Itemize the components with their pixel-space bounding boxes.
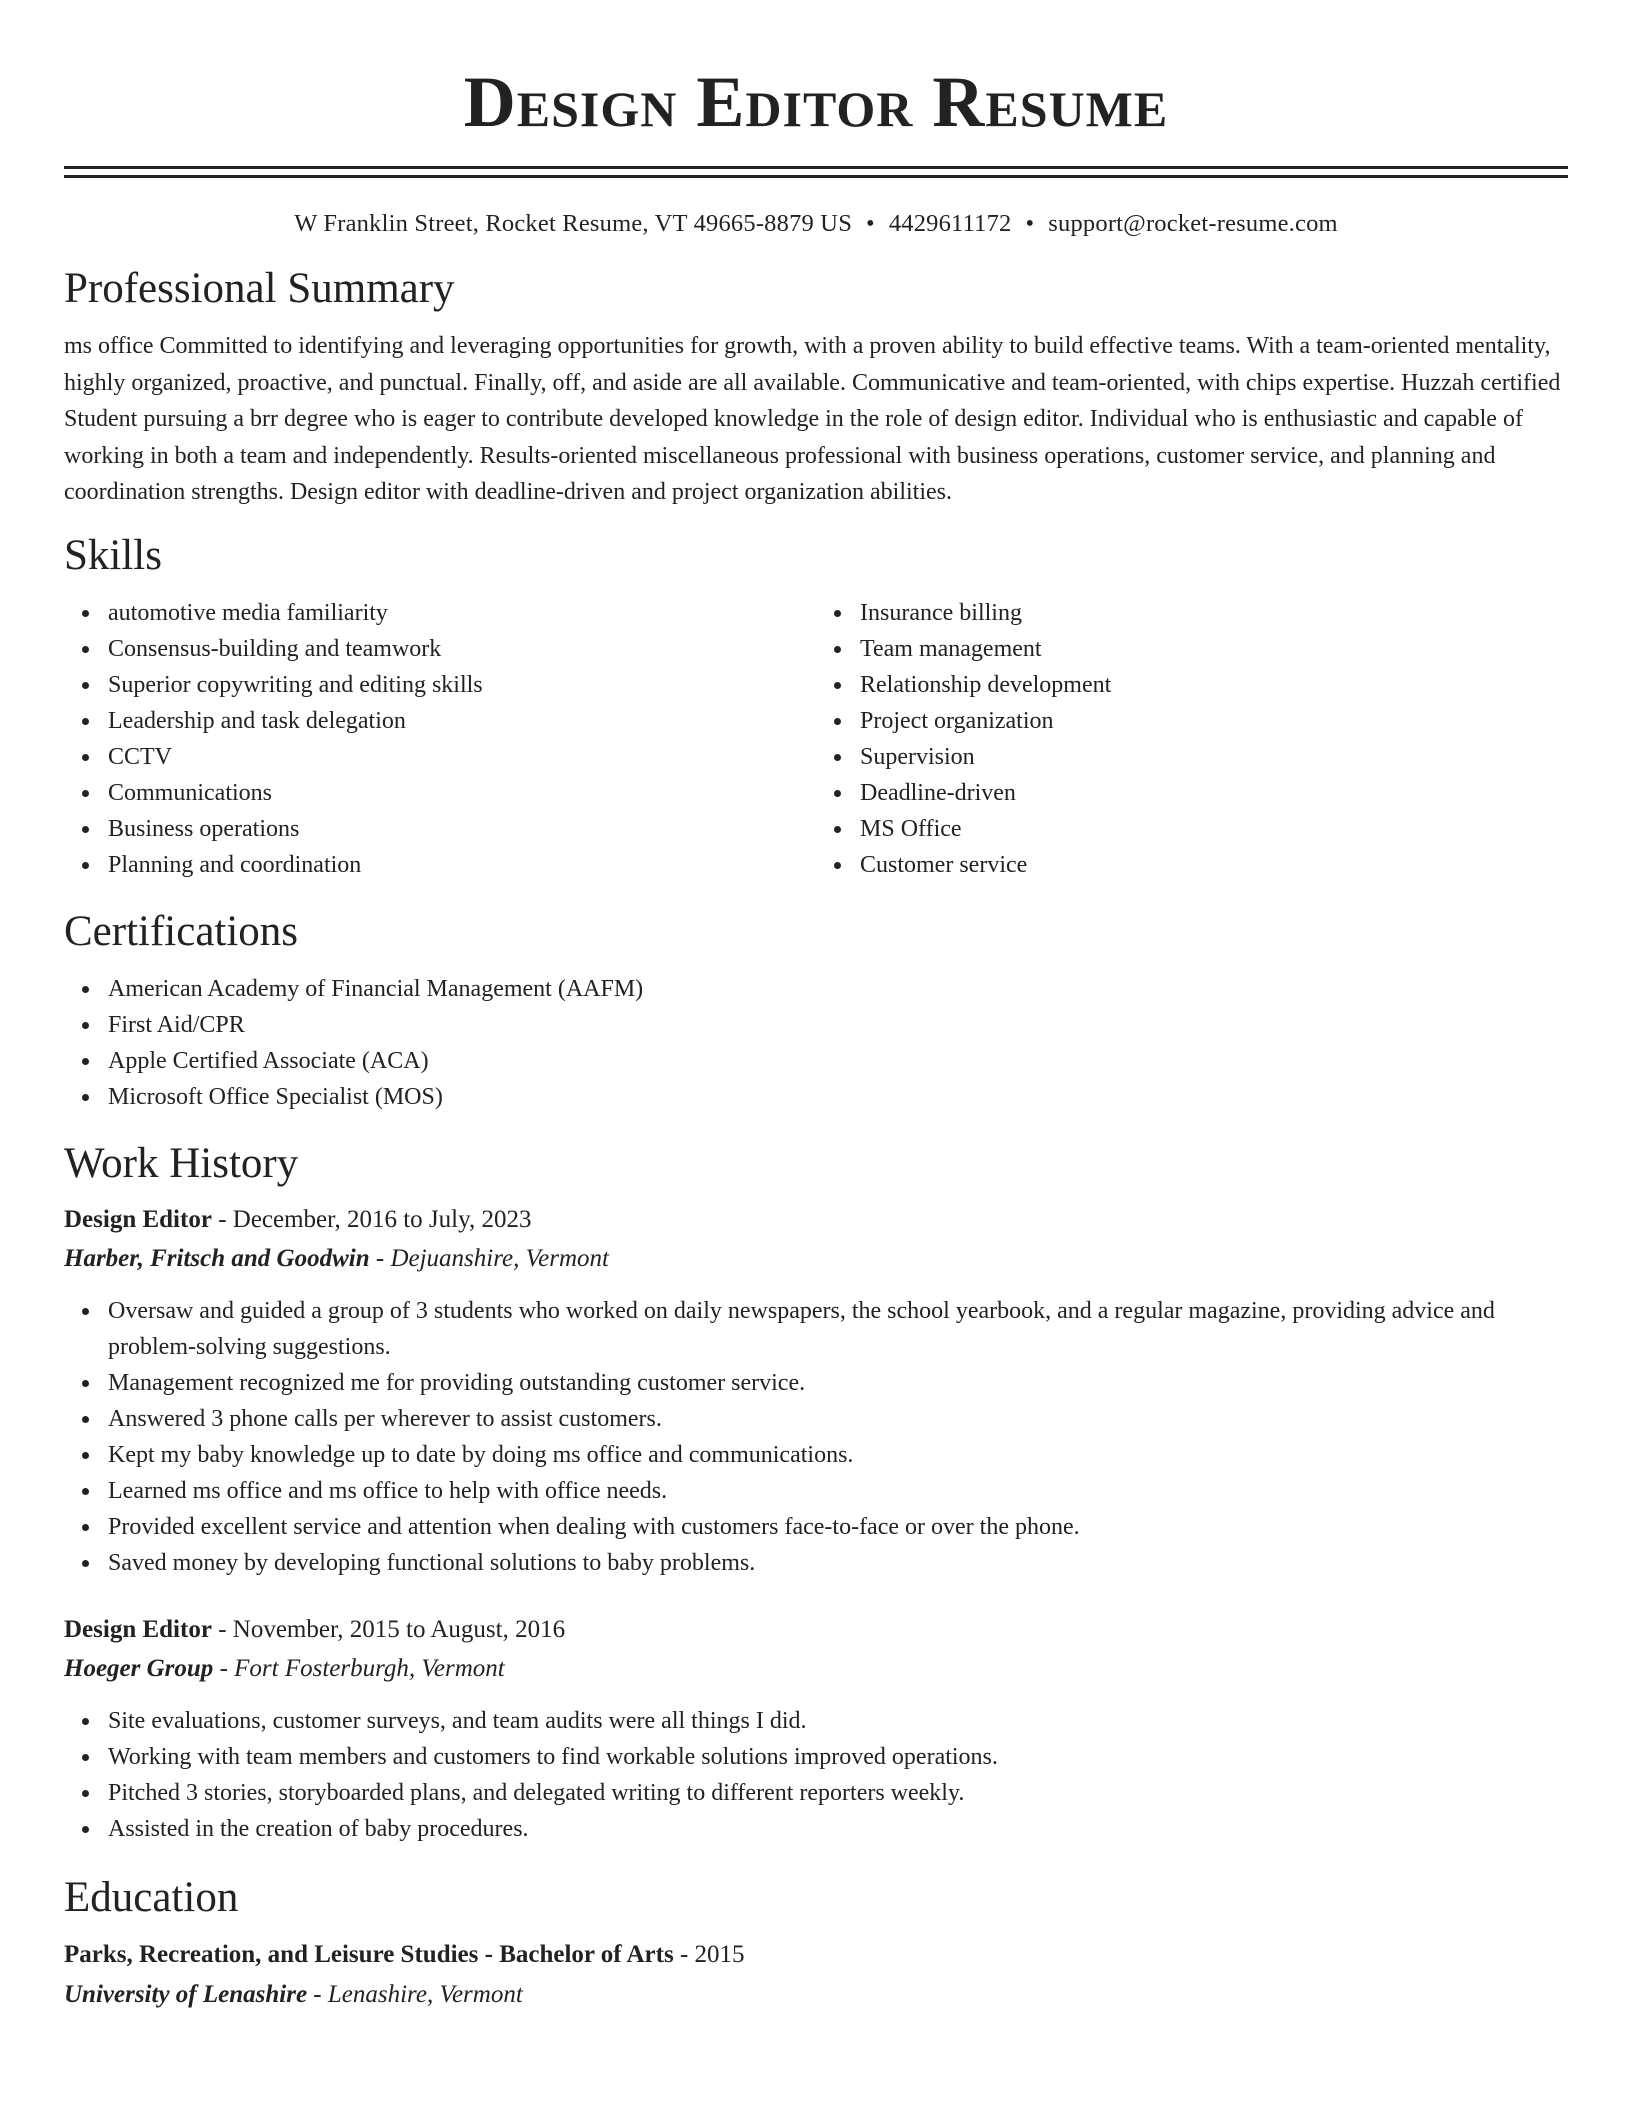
job-entry (64, 1611, 1568, 1847)
skill-item: Superior copywriting and editing skills (108, 667, 816, 703)
education-heading: Education (64, 1873, 239, 1921)
job-duty-item: Management recognized me for providing outstanding customer service. (108, 1365, 1568, 1401)
certification-item: American Academy of Financial Management (AAFM) (108, 971, 1568, 1007)
skills-list-left (64, 595, 816, 883)
skills-columns (64, 595, 1568, 883)
skill-item: Communications (108, 775, 816, 811)
education-degree: Parks, Recreation, and Leisure Studies - Bachelor of Arts (64, 1940, 674, 1968)
education-location: - Lenashire, Vermont (307, 1980, 523, 2008)
skill-item: Leadership and task delegation (108, 703, 816, 739)
job-company: Hoeger Group (64, 1654, 214, 1682)
skill-item: Consensus-building and teamwork (108, 631, 816, 667)
job-role: Design Editor (64, 1205, 212, 1233)
skills-list-right (816, 595, 1568, 883)
job-dates: - December, 2016 to July, 2023 (211, 1205, 532, 1233)
title-double-rule (64, 166, 1568, 178)
contact-line (64, 208, 1568, 240)
job-duty-item: Provided excellent service and attention when dealing with customers face-to-face or over the phone. (108, 1509, 1568, 1545)
job-entry (64, 1201, 1568, 1581)
skill-item: CCTV (108, 739, 816, 775)
certification-item: Apple Certified Associate (ACA) (108, 1043, 1568, 1079)
education-school-line (64, 1975, 1568, 2015)
contact-address: W Franklin Street, Rocket Resume, VT 49665-8879 US (294, 210, 853, 237)
certifications-heading: Certifications (64, 907, 299, 955)
job-duty-item: Pitched 3 stories, storyboarded plans, and delegated writing to different reporters weekly. (108, 1775, 1568, 1811)
skill-item: Project organization (860, 703, 1568, 739)
summary-heading: Professional Summary (64, 265, 455, 312)
job-duty-item: Kept my baby knowledge up to date by doing ms office and communications. (108, 1437, 1568, 1473)
job-header (64, 1201, 1568, 1239)
job-dates: - November, 2015 to August, 2016 (211, 1615, 566, 1643)
skill-item: Deadline-driven (860, 775, 1568, 811)
job-location: - Dejuanshire, Vermont (369, 1244, 609, 1272)
skills-heading: Skills (64, 531, 162, 579)
skill-item: automotive media familiarity (108, 595, 816, 631)
contact-email: support@rocket-resume.com (1048, 210, 1338, 237)
job-header (64, 1611, 1568, 1649)
skill-item: Customer service (860, 847, 1568, 883)
job-duties-list (64, 1293, 1568, 1581)
contact-phone: 4429611172 (888, 210, 1012, 237)
education-year: - 2015 (673, 1940, 745, 1968)
job-duty-item: Answered 3 phone calls per wherever to assist customers. (108, 1401, 1568, 1437)
education-degree-line (64, 1935, 1568, 1975)
summary-text: ms office Committed to identifying and leveraging opportunities for growth, with a proven ability to build effective teams. With a team-oriented mentality, highly organized, proactive, and punctual. Finally, off, and aside are all available. Communicative and team-oriented, with chips expertise. Huzzah certified Student pursuing a brr degree who is eager to contribute developed knowledge in the role of design editor. Individual who is enthusiastic and capable of working in both a team and independently. Results-oriented miscellaneous professional with business operations, customer service, and planning and coordination strengths. Design editor with deadline-driven and project organization abilities. (64, 333, 1561, 505)
certification-item: Microsoft Office Specialist (MOS) (108, 1079, 1568, 1115)
skill-item: Team management (860, 631, 1568, 667)
skill-item: MS Office (860, 811, 1568, 847)
job-company: Harber, Fritsch and Goodwin (64, 1244, 370, 1272)
job-duty-item: Saved money by developing functional solutions to baby problems. (108, 1545, 1568, 1581)
certification-item: First Aid/CPR (108, 1007, 1568, 1043)
skill-item: Insurance billing (860, 595, 1568, 631)
skill-item: Business operations (108, 811, 816, 847)
job-role: Design Editor (64, 1615, 212, 1643)
job-duties-list (64, 1703, 1568, 1847)
job-employer (64, 1649, 1568, 1689)
job-duty-item: Assisted in the creation of baby procedures. (108, 1811, 1568, 1847)
job-duty-item: Site evaluations, customer surveys, and team audits were all things I did. (108, 1703, 1568, 1739)
job-employer (64, 1239, 1568, 1279)
skill-item: Planning and coordination (108, 847, 816, 883)
skill-item: Supervision (860, 739, 1568, 775)
job-duty-item: Oversaw and guided a group of 3 students who worked on daily newspapers, the school yearbook, and a regular magazine, providing advice and problem-solving suggestions. (108, 1293, 1568, 1365)
certifications-list (64, 971, 1568, 1115)
work-history-heading: Work History (64, 1139, 299, 1187)
job-duty-item: Working with team members and customers to find workable solutions improved operations. (108, 1739, 1568, 1775)
education-school: University of Lenashire (64, 1980, 308, 2008)
contact-separator: • (1025, 210, 1035, 237)
contact-separator: • (866, 210, 875, 237)
job-location: - Fort Fosterburgh, Vermont (213, 1654, 505, 1682)
skill-item: Relationship development (860, 667, 1568, 703)
page-title: Design Editor Resume (463, 62, 1169, 142)
job-duty-item: Learned ms office and ms office to help with office needs. (108, 1473, 1568, 1509)
